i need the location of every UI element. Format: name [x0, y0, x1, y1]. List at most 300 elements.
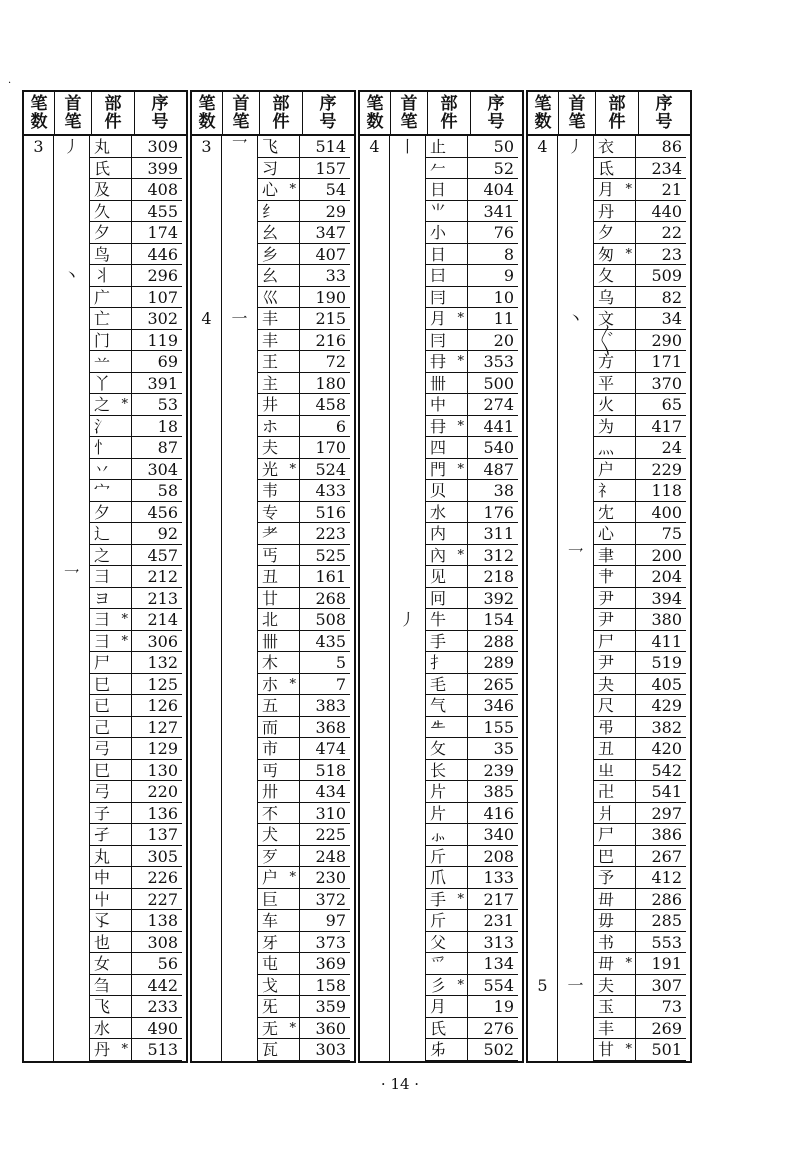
table-row [24, 803, 186, 825]
header-strokes-char: 数 [366, 112, 384, 132]
table-row [360, 373, 522, 395]
sequence-number: 553 [636, 932, 686, 954]
table-row [528, 416, 690, 438]
first-stroke [222, 545, 258, 567]
sequence-number: 441 [468, 416, 518, 438]
first-stroke [222, 416, 258, 438]
component: 丬 [94, 266, 111, 285]
component-cell [594, 373, 636, 395]
table-row [24, 330, 186, 352]
component: 专 [262, 502, 279, 522]
table-row [192, 588, 354, 610]
table-row [192, 201, 354, 223]
component-cell [594, 652, 636, 674]
table-row [528, 652, 690, 674]
header-strokes-char: 笔 [534, 94, 552, 114]
first-stroke [54, 803, 90, 825]
sequence-number: 170 [300, 437, 350, 459]
sequence-number: 353 [468, 351, 518, 373]
sequence-number: 133 [468, 867, 518, 889]
sequence-number: 97 [300, 910, 350, 932]
stroke-count [360, 1039, 390, 1061]
table-row [192, 1018, 354, 1040]
component: 及 [94, 180, 111, 199]
first-stroke [54, 416, 90, 438]
stroke-count [528, 996, 558, 1018]
table-row [528, 760, 690, 782]
component-cell [258, 1018, 300, 1040]
sequence-number: 305 [132, 846, 182, 868]
component-cell [426, 803, 468, 825]
table-row [360, 265, 522, 287]
table-row [528, 609, 690, 631]
first-stroke [54, 910, 90, 932]
sequence-number: 239 [468, 760, 518, 782]
component: 止 [430, 137, 447, 156]
table-row [528, 975, 690, 997]
sequence-number: 56 [132, 953, 182, 975]
sequence-number: 508 [300, 609, 350, 631]
table-row [360, 674, 522, 696]
component: 旡 [262, 997, 279, 1016]
component: 孓 [94, 911, 111, 930]
first-stroke [54, 609, 90, 631]
component: 弓 [94, 739, 111, 758]
header-first-stroke-char: 首 [400, 94, 418, 114]
table-row [360, 351, 522, 373]
stroke-count [360, 394, 390, 416]
sequence-number: 383 [300, 695, 350, 717]
first-stroke [390, 738, 426, 760]
sequence-number: 542 [636, 760, 686, 782]
component: 日 [430, 244, 447, 264]
component: 贝 [430, 481, 447, 500]
first-stroke [390, 394, 426, 416]
stroke-count: 4 [360, 136, 390, 158]
component-cell [426, 910, 468, 932]
component-cell [258, 437, 300, 459]
asterisk-mark: * [121, 1042, 128, 1057]
component-cell [426, 695, 468, 717]
first-stroke [54, 867, 90, 889]
first-stroke [222, 588, 258, 610]
component-cell [594, 889, 636, 911]
sequence-number: 176 [468, 502, 518, 524]
header-component-char: 部 [104, 94, 122, 114]
stroke-count [192, 158, 222, 180]
table-row [360, 803, 522, 825]
first-stroke [54, 760, 90, 782]
table-row [192, 996, 354, 1018]
component: 瓦 [262, 1040, 279, 1059]
sequence-number: 24 [636, 437, 686, 459]
table-row [192, 781, 354, 803]
stroke-count [360, 480, 390, 502]
sequence-number: 311 [468, 523, 518, 545]
first-stroke [390, 480, 426, 502]
stroke-count [528, 351, 558, 373]
first-stroke [390, 287, 426, 309]
component-cell [426, 1039, 468, 1061]
sequence-number: 313 [468, 932, 518, 954]
sequence-number: 130 [132, 760, 182, 782]
component-cell [258, 889, 300, 911]
component: 丑 [262, 567, 279, 586]
component-cell [426, 609, 468, 631]
first-stroke [54, 179, 90, 201]
stroke-count [24, 308, 54, 330]
component-cell [594, 932, 636, 954]
table-row [24, 910, 186, 932]
component: 尸 [94, 653, 111, 672]
component: 文 [598, 309, 615, 328]
sequence-number: 54 [300, 179, 350, 201]
header-strokes [192, 92, 223, 134]
component-cell [426, 265, 468, 287]
sequence-number: 200 [636, 545, 686, 567]
component: ⺌ [430, 201, 447, 221]
stroke-count [24, 674, 54, 696]
table-row [24, 459, 186, 481]
stroke-count [360, 1018, 390, 1040]
component: 飞 [94, 997, 111, 1016]
component-cell [258, 201, 300, 223]
table-row [24, 738, 186, 760]
sequence-number: 518 [300, 760, 350, 782]
component: 不 [262, 803, 279, 823]
component: 夕 [94, 223, 111, 242]
component: 夕 [94, 502, 111, 522]
first-stroke: 丿 [558, 136, 594, 158]
table-row [360, 717, 522, 739]
component-cell [426, 394, 468, 416]
component: 聿 [598, 545, 615, 565]
component: 也 [94, 932, 111, 952]
component: 冃 [430, 330, 447, 350]
stroke-count [24, 523, 54, 545]
sequence-number: 212 [132, 566, 182, 588]
table-row [528, 308, 690, 330]
component: 彐 [94, 567, 111, 586]
first-stroke [222, 351, 258, 373]
table-row [360, 695, 522, 717]
component: 丹 [94, 1040, 111, 1059]
sequence-number: 474 [300, 738, 350, 760]
sequence-number: 380 [636, 609, 686, 631]
sequence-number: 289 [468, 652, 518, 674]
component: 氏 [430, 1018, 447, 1038]
component-cell [258, 308, 300, 330]
stroke-count [24, 803, 54, 825]
table-row [528, 201, 690, 223]
component-cell [258, 910, 300, 932]
first-stroke [390, 523, 426, 545]
stroke-count [192, 996, 222, 1018]
table-row [360, 609, 522, 631]
component-cell [594, 136, 636, 158]
component: 斤 [430, 846, 447, 866]
stroke-count [192, 1018, 222, 1040]
sequence-number: 33 [300, 265, 350, 287]
table-row [192, 158, 354, 180]
component: 火 [598, 395, 615, 414]
table-row [528, 824, 690, 846]
table-row [528, 910, 690, 932]
component-cell [90, 824, 132, 846]
table-row [192, 717, 354, 739]
component-cell [594, 480, 636, 502]
table-row [192, 953, 354, 975]
table-row [24, 824, 186, 846]
sequence-number: 171 [636, 351, 686, 373]
sequence-number: 233 [132, 996, 182, 1018]
sequence-number: 129 [132, 738, 182, 760]
stroke-count [360, 416, 390, 438]
table-row [528, 588, 690, 610]
component-cell [594, 222, 636, 244]
sequence-number: 487 [468, 459, 518, 481]
first-stroke [54, 781, 90, 803]
component-cell [258, 244, 300, 266]
component-cell [90, 222, 132, 244]
component-cell [90, 545, 132, 567]
first-stroke [54, 545, 90, 567]
table-row [24, 652, 186, 674]
stroke-count [24, 609, 54, 631]
table-row [24, 394, 186, 416]
component-cell [426, 308, 468, 330]
table-row [360, 201, 522, 223]
table-header [24, 92, 186, 136]
stroke-count [528, 781, 558, 803]
component: 曰 [430, 266, 447, 285]
component-cell [90, 631, 132, 653]
component: 平 [598, 373, 615, 393]
component-cell [258, 674, 300, 696]
component-cell [258, 136, 300, 158]
component: 水 [430, 502, 447, 522]
stroke-count [24, 502, 54, 524]
first-stroke [222, 824, 258, 846]
component-cell [594, 674, 636, 696]
sequence-number: 82 [636, 287, 686, 309]
stroke-count [192, 695, 222, 717]
stroke-count [192, 502, 222, 524]
first-stroke [54, 588, 90, 610]
stroke-count [360, 695, 390, 717]
sequence-number: 87 [132, 437, 182, 459]
table-row [24, 975, 186, 997]
table-row [528, 695, 690, 717]
stroke-count [528, 330, 558, 352]
index-column-3 [358, 90, 524, 1063]
component: 户 [262, 868, 279, 887]
stroke-count [24, 932, 54, 954]
sequence-number: 118 [636, 480, 686, 502]
table-row [360, 502, 522, 524]
first-stroke [558, 351, 594, 373]
sequence-number: 399 [132, 158, 182, 180]
table-row [528, 889, 690, 911]
sequence-number: 223 [300, 523, 350, 545]
sequence-number: 382 [636, 717, 686, 739]
component-cell [594, 459, 636, 481]
component-cell [90, 330, 132, 352]
stroke-count [192, 437, 222, 459]
component-cell [258, 609, 300, 631]
table-row [24, 416, 186, 438]
component: 玉 [598, 997, 615, 1016]
first-stroke [222, 846, 258, 868]
first-stroke [54, 244, 90, 266]
component: 月 [598, 180, 615, 199]
stroke-count [192, 652, 222, 674]
sequence-number: 230 [300, 867, 350, 889]
table-row [360, 953, 522, 975]
table-row [528, 717, 690, 739]
header-strokes [360, 92, 391, 134]
stroke-count [360, 201, 390, 223]
component-cell [258, 846, 300, 868]
first-stroke [558, 1018, 594, 1040]
first-stroke [222, 695, 258, 717]
stroke-count [24, 545, 54, 567]
asterisk-mark: * [625, 956, 632, 971]
table-row [192, 222, 354, 244]
sequence-number: 35 [468, 738, 518, 760]
table-row [360, 1018, 522, 1040]
first-stroke [390, 781, 426, 803]
component: 夬 [598, 674, 615, 694]
asterisk-mark: * [121, 633, 128, 649]
sequence-number: 302 [132, 308, 182, 330]
table-row [24, 179, 186, 201]
component-cell [594, 824, 636, 846]
component: 毋 [598, 911, 615, 930]
component-cell [90, 1039, 132, 1061]
first-stroke [222, 437, 258, 459]
table-row [528, 846, 690, 868]
table-row [528, 781, 690, 803]
component: 牙 [262, 932, 279, 952]
sequence-number: 215 [300, 308, 350, 330]
sequence-number: 519 [636, 652, 686, 674]
sequence-number: 76 [468, 222, 518, 244]
component: 幺 [262, 266, 279, 285]
first-stroke [222, 609, 258, 631]
stroke-count [360, 265, 390, 287]
component: 彐 [94, 610, 111, 629]
first-stroke [54, 975, 90, 997]
stroke-count [528, 738, 558, 760]
sequence-number: 513 [132, 1039, 182, 1061]
sequence-number: 265 [468, 674, 518, 696]
stroke-count [528, 910, 558, 932]
component-cell [426, 631, 468, 653]
first-stroke [558, 953, 594, 975]
header-first-stroke-char: 笔 [64, 112, 82, 132]
first-stroke [222, 975, 258, 997]
table-row [528, 158, 690, 180]
stroke-count [24, 351, 54, 373]
sequence-number: 134 [468, 953, 518, 975]
stroke-count [528, 588, 558, 610]
sequence-number: 214 [132, 609, 182, 631]
first-stroke: 一 [558, 975, 594, 997]
stroke-count [528, 652, 558, 674]
stroke-count [528, 674, 558, 696]
component-cell [426, 545, 468, 567]
table-row [24, 953, 186, 975]
component: 歹 [262, 846, 279, 866]
table-row [360, 158, 522, 180]
first-stroke [222, 652, 258, 674]
component-cell [426, 416, 468, 438]
component-cell [90, 674, 132, 696]
table-row [528, 330, 690, 352]
asterisk-mark: * [289, 1020, 296, 1036]
component: 屮 [94, 889, 111, 909]
sequence-number: 125 [132, 674, 182, 696]
first-stroke [390, 953, 426, 975]
stroke-count [360, 308, 390, 330]
table-row [192, 932, 354, 954]
table-row [360, 1039, 522, 1061]
first-stroke [390, 265, 426, 287]
first-stroke: 丿 [54, 136, 90, 158]
sequence-number: 119 [132, 330, 182, 352]
first-stroke [558, 932, 594, 954]
stroke-count [24, 416, 54, 438]
sequence-number: 75 [636, 523, 686, 545]
stroke-count [24, 459, 54, 481]
sequence-number: 373 [300, 932, 350, 954]
header-first-stroke-char: 笔 [232, 112, 250, 132]
component: 門 [430, 459, 447, 479]
sequence-number: 269 [636, 1018, 686, 1040]
sequence-number: 306 [132, 631, 182, 653]
asterisk-mark: * [289, 870, 296, 885]
first-stroke [222, 717, 258, 739]
table-row [24, 889, 186, 911]
stroke-count [192, 459, 222, 481]
component-cell [426, 760, 468, 782]
component-cell [426, 953, 468, 975]
sequence-number: 52 [468, 158, 518, 180]
component: 刍 [94, 975, 111, 995]
header-number-char: 序 [487, 94, 505, 114]
component: 扌 [430, 653, 447, 672]
asterisk-mark: * [457, 891, 464, 907]
component-cell [426, 201, 468, 223]
component: 彡 [430, 975, 447, 995]
component-cell [426, 996, 468, 1018]
stroke-count [360, 674, 390, 696]
component-cell [426, 136, 468, 158]
stroke-count [24, 717, 54, 739]
component-cell [258, 265, 300, 287]
table-row [24, 867, 186, 889]
component-cell [90, 201, 132, 223]
stroke-count [360, 889, 390, 911]
component-cell [594, 717, 636, 739]
asterisk-mark: * [457, 977, 464, 993]
component-cell [594, 351, 636, 373]
component: 内 [430, 524, 447, 543]
component: 毌 [598, 889, 615, 909]
table-row [360, 781, 522, 803]
header-first-stroke [391, 92, 428, 134]
